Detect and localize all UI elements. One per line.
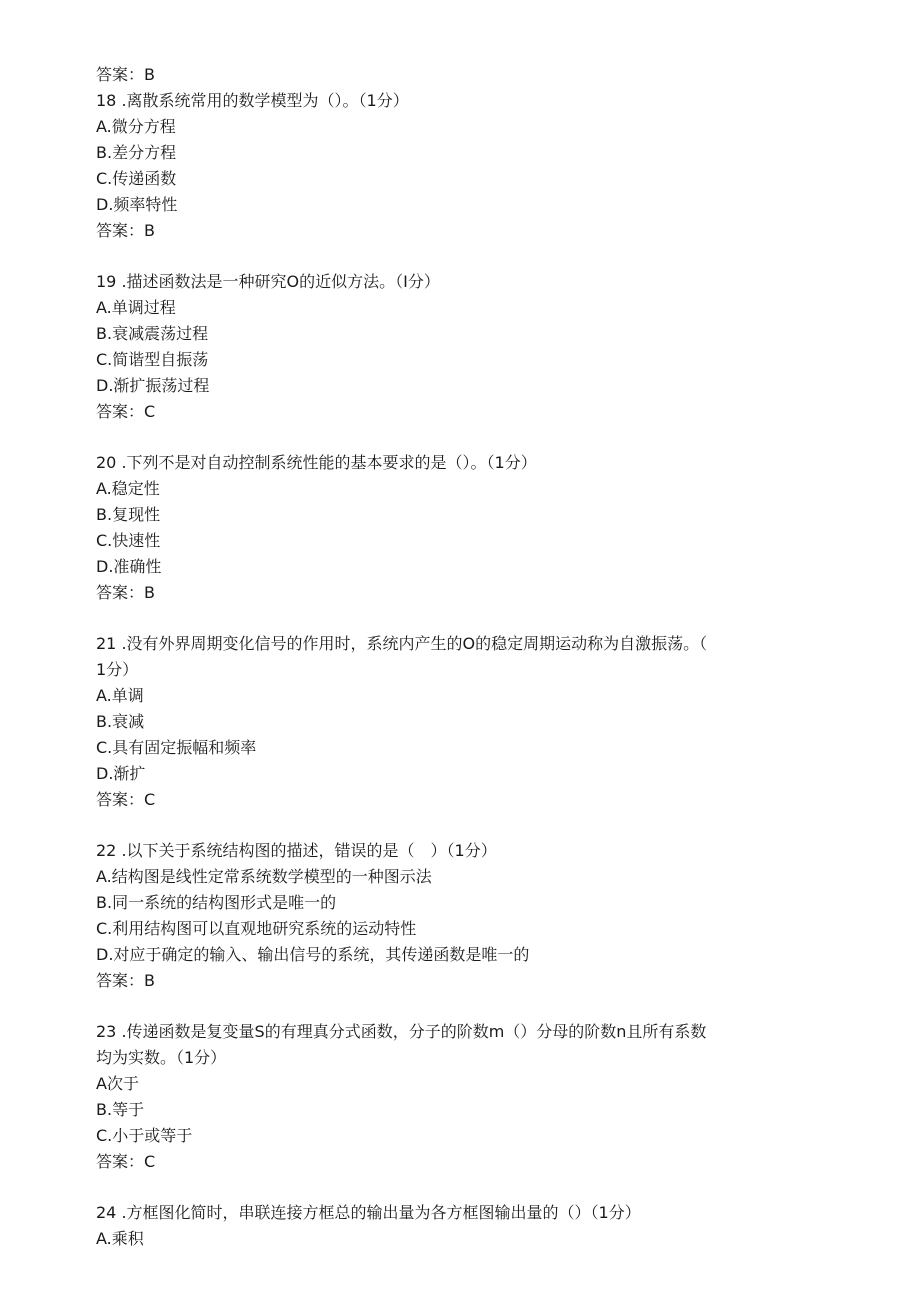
question-stem: 18 .离散系统常用的数学模型为（）。（1分）	[96, 91, 409, 110]
answer-line: 答案：B	[96, 221, 155, 240]
answer-line: 答案：C	[96, 1152, 156, 1171]
option-b: B.衰减震荡过程	[96, 324, 209, 343]
answer-line: 答案：C	[96, 790, 156, 809]
option-a: A次于	[96, 1074, 139, 1093]
question-19	[96, 269, 836, 425]
option-b: B.差分方程	[96, 143, 177, 162]
option-c: C.快速性	[96, 531, 161, 550]
option-d: D.渐扩	[96, 764, 146, 783]
answer-line: 答案：B	[96, 583, 155, 602]
option-b: B.复现性	[96, 505, 161, 524]
question-stem-line2: 1分）	[96, 660, 139, 679]
question-23	[96, 1019, 836, 1175]
question-20	[96, 450, 836, 606]
question-22	[96, 838, 836, 994]
option-d: D.渐扩振荡过程	[96, 376, 210, 395]
option-c: C.具有固定振幅和频率	[96, 738, 257, 757]
option-b: B.衰减	[96, 712, 145, 731]
document-page	[96, 62, 836, 1252]
question-stem-line1: 23 .传递函数是复变量S的有理真分式函数，分子的阶数m（）分母的阶数n且所有系数	[96, 1022, 707, 1041]
answer-line: 答案：B	[96, 65, 155, 84]
option-b: B.同一系统的结构图形式是唯一的	[96, 893, 337, 912]
question-24	[96, 1200, 836, 1252]
option-a: A.单调过程	[96, 298, 176, 317]
option-c: C.利用结构图可以直观地研究系统的运动特性	[96, 919, 417, 938]
question-21	[96, 631, 836, 813]
question-stem-line1: 21 .没有外界周期变化信号的作用时，系统内产生的O的稳定周期运动称为自激振荡。（	[96, 634, 708, 653]
question-stem: 19 .描述函数法是一种研究O的近似方法。（I分）	[96, 272, 440, 291]
question-stem: 24 .方框图化简时，串联连接方框总的输出量为各方框图输出量的（）（1分）	[96, 1203, 641, 1222]
option-b: B.等于	[96, 1100, 145, 1119]
question-stem: 20 .下列不是对自动控制系统性能的基本要求的是（）。（1分）	[96, 453, 537, 472]
option-d: D.对应于确定的输入、输出信号的系统，其传递函数是唯一的	[96, 945, 530, 964]
option-a: A.微分方程	[96, 117, 176, 136]
option-d: D.频率特性	[96, 195, 178, 214]
question-stem: 22 .以下关于系统结构图的描述，错误的是（ ）（1分）	[96, 841, 497, 860]
option-c: C.传递函数	[96, 169, 177, 188]
answer-line: 答案：B	[96, 971, 155, 990]
question-stem-line2: 均为实数。（1分）	[96, 1048, 227, 1067]
answer-line: 答案：C	[96, 402, 156, 421]
option-c: C.简谐型自振荡	[96, 350, 209, 369]
option-a: A.稳定性	[96, 479, 160, 498]
question-18	[96, 88, 836, 244]
option-d: D.准确性	[96, 557, 162, 576]
option-a: A.乘积	[96, 1229, 144, 1248]
option-c: C.小于或等于	[96, 1126, 193, 1145]
option-a: A.单调	[96, 686, 144, 705]
option-a: A.结构图是线性定常系统数学模型的一种图示法	[96, 867, 432, 886]
